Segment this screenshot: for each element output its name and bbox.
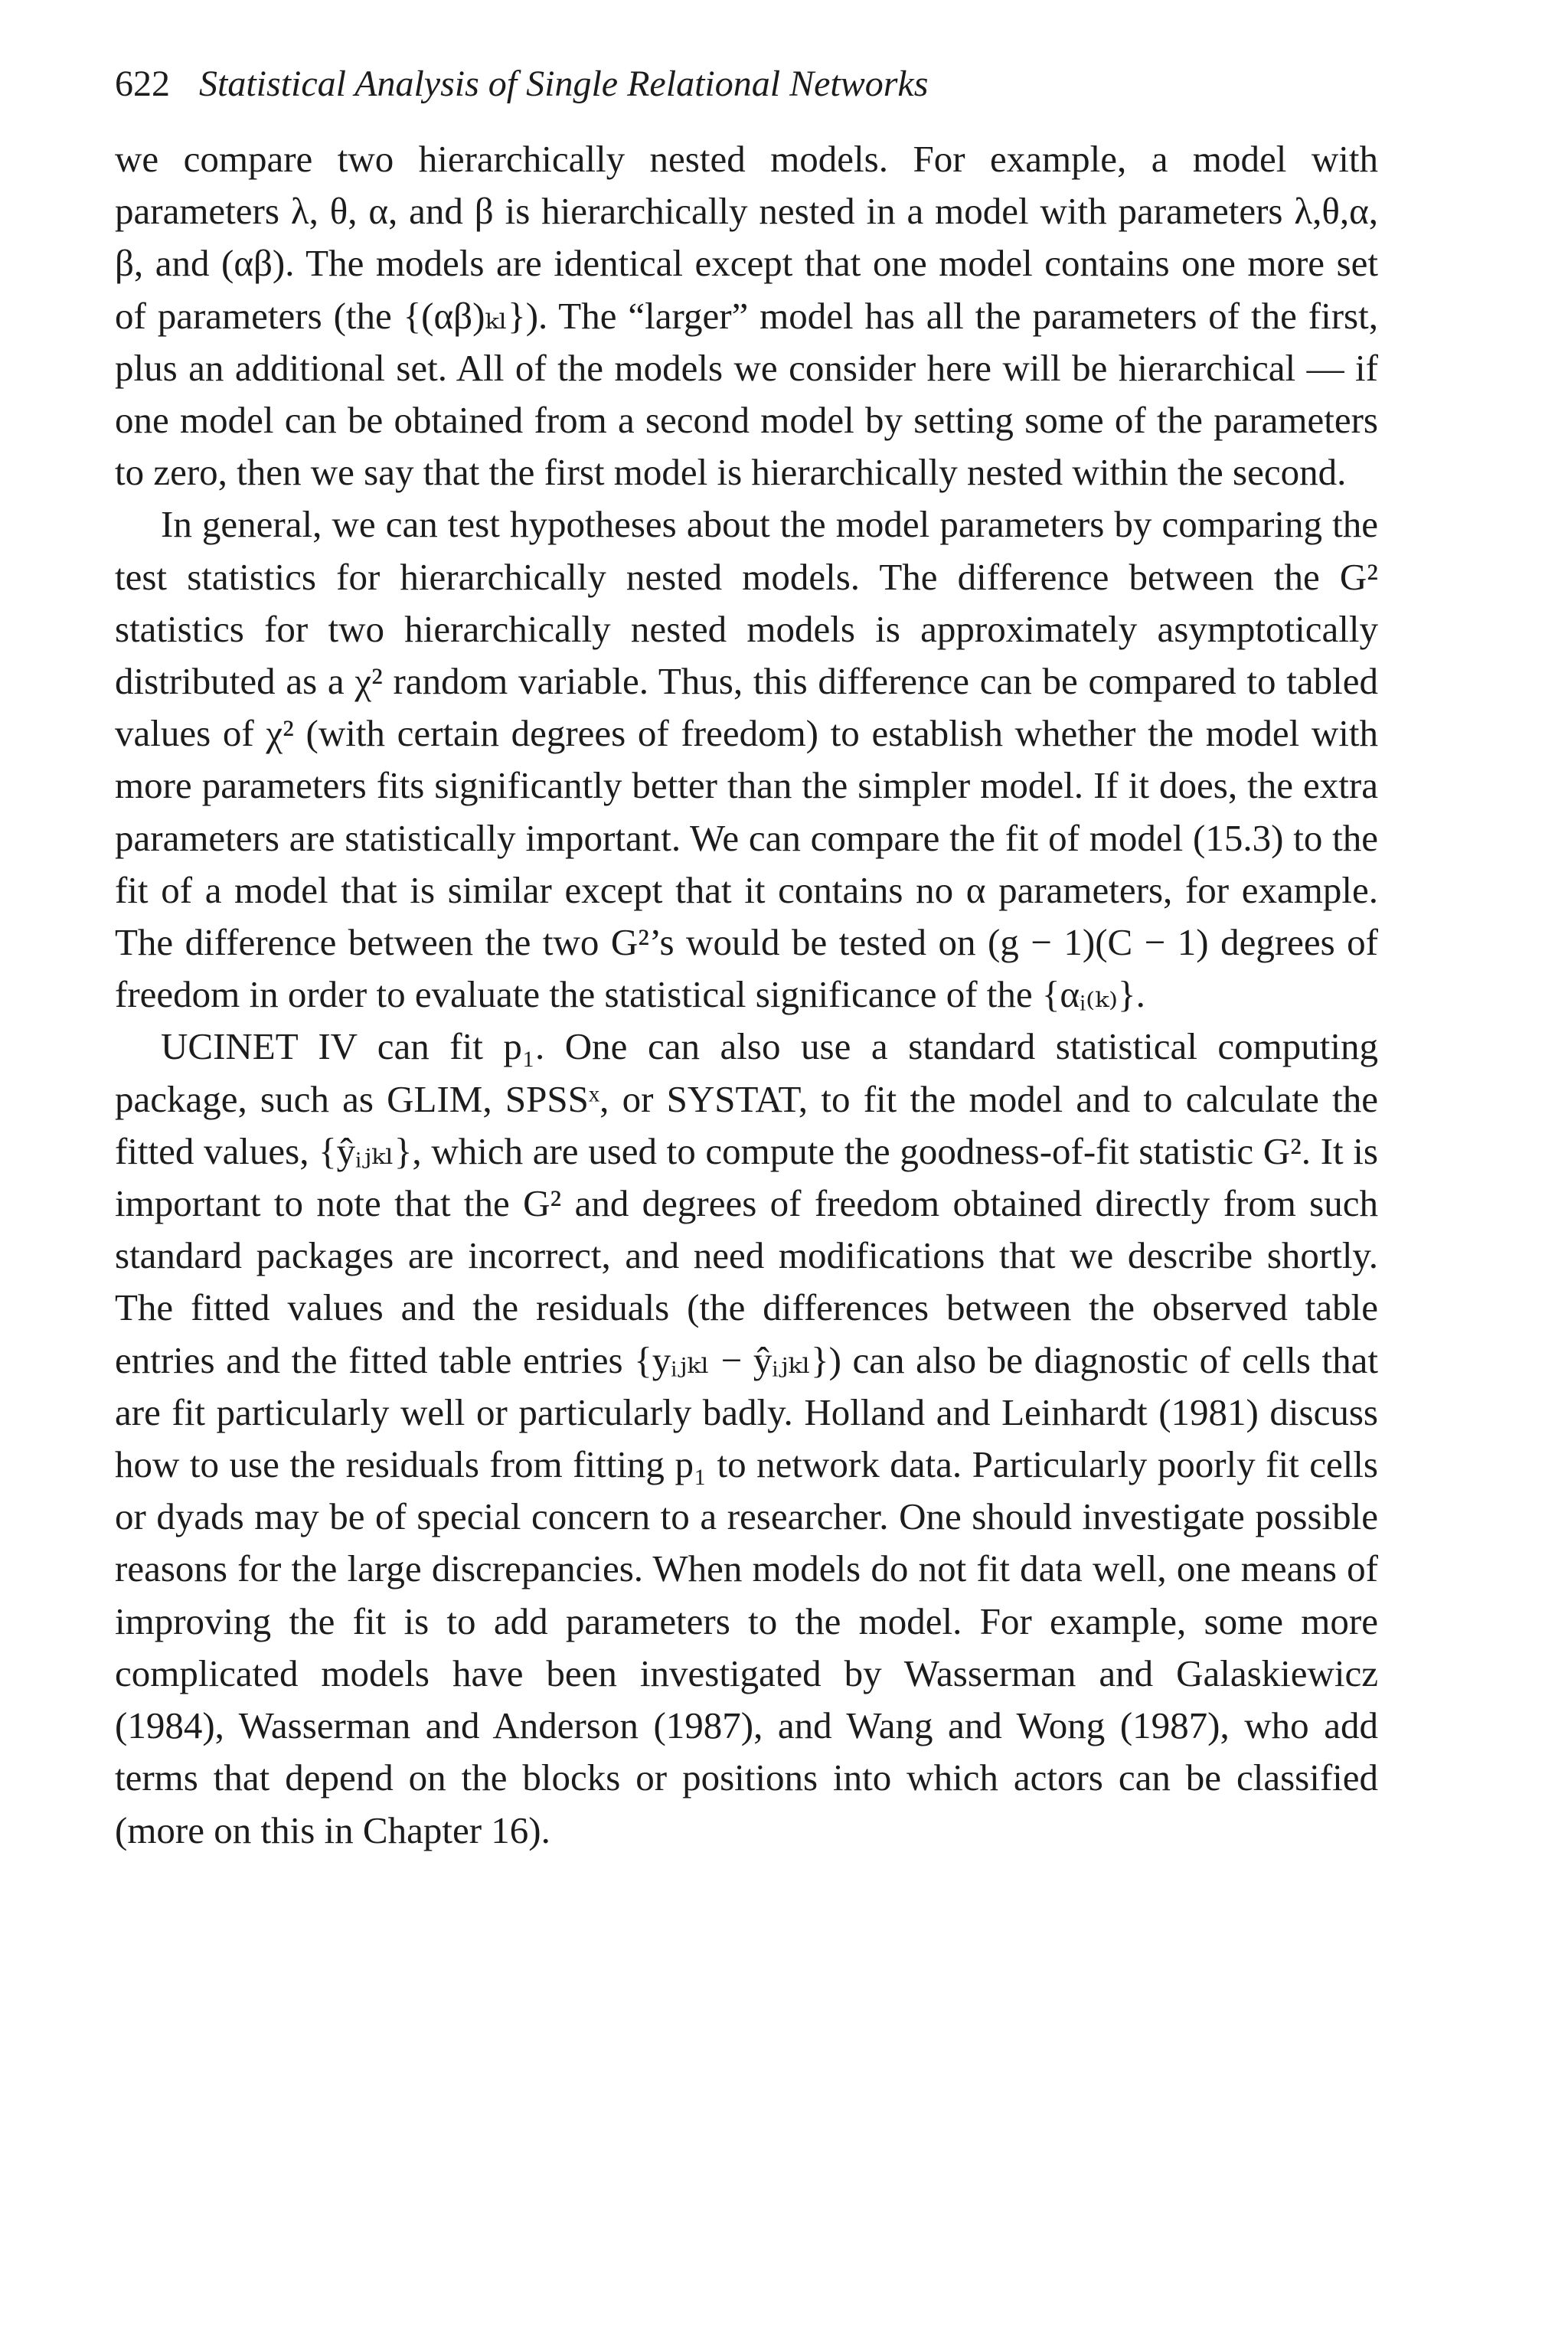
paragraph-nested-models: we compare two hierarchically nested models. For example, a model with parameters λ, θ, α, and β is hierarchically nested in a model with parameters λ,θ,α, β, and (αβ). The models are identical except that one model contains one more set of parameters (the {(αβ)ₖₗ}). The “larger” model has all the parameters of the first, plus an additional set. All of the models we consider here will be hierarchical — if one model can be obtained from a second model by setting some of the parameters to zero, then we say that the first model is hierarchically nested within the second. <box>115 138 1378 494</box>
page-header <box>115 46 1378 123</box>
running-title: Statistical Analysis of Single Relational Networks <box>199 64 929 104</box>
paragraph-software-and-residuals: UCINET IV can fit p₁. One can also use a standard statistical computing package, such as GLIM, SPSSˣ, or SYSTAT, to fit the model and to calculate the fitted values, {ŷᵢⱼₖₗ}, which are used to compute the goodness-of-fit statistic G². It is important to note that the G² and degrees of freedom obtained directly from such standard packages are incorrect, and need modifications that we describe shortly. The fitted values and the residuals (the differences between the observed table entries and the fitted table entries {yᵢⱼₖₗ − ŷᵢⱼₖₗ}) can also be diagnostic of cells that are fit particularly well or particularly badly. Holland and Leinhardt (1981) discuss how to use the residuals from fitting p₁ to network data. Particularly poorly fit cells or dyads may be of special concern to a researcher. One should investigate possible reasons for the large discrepancies. When models do not fit data well, one means of improving the fit is to add parameters to the model. For example, some more complicated models have been investigated by Wasserman and Galaskiewicz (1984), Wasserman and Anderson (1987), and Wang and Wong (1987), who add terms that depend on the blocks or positions into which actors can be classified (more on this in Chapter 16). <box>115 1025 1378 1851</box>
paragraph-hypothesis-testing: In general, we can test hypotheses about the model parameters by comparing the test statistics for hierarchically nested models. The difference between the G² statistics for two hierarchically nested models is approximately asymptotically distributed as a χ² random variable. Thus, this difference can be compared to tabled values of χ² (with certain degrees of freedom) to establish whether the model with more parameters fits significantly better than the simpler model. If it does, the extra parameters are statistically important. We can compare the fit of model (15.3) to the fit of a model that is similar except that it contains no α parameters, for example. The difference between the two G²’s would be tested on (g − 1)(C − 1) degrees of freedom in order to evaluate the statistical significance of the {αᵢ₍ₖ₎}. <box>115 503 1378 1016</box>
book-page <box>115 46 1378 1857</box>
page-number: 622 <box>115 64 170 104</box>
